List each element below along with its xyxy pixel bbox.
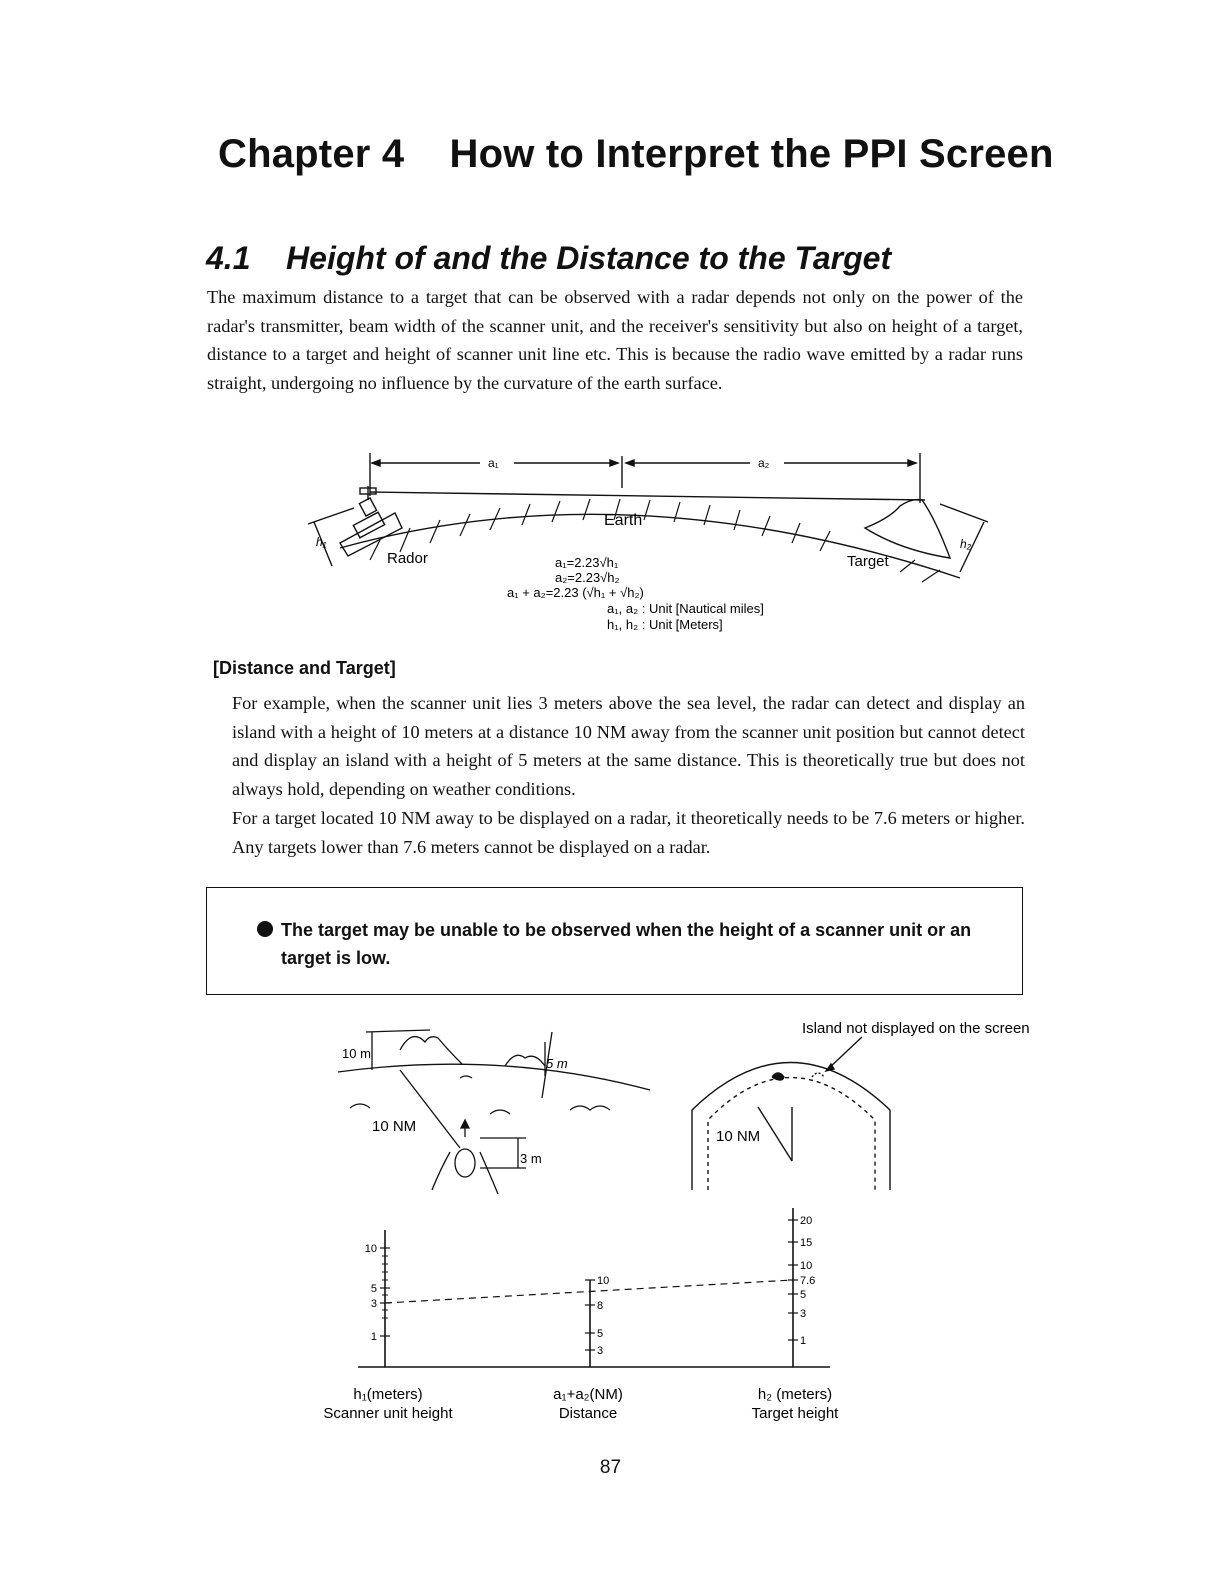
chapter-title: Chapter 4 How to Interpret the PPI Screen <box>218 132 1054 176</box>
radar-horizon-diagram <box>300 448 1000 648</box>
h1-tick-label: 1 <box>370 1331 377 1343</box>
h2-tick-label: 10 <box>800 1260 813 1272</box>
range-line-left <box>758 1107 792 1161</box>
target-label: Target <box>847 553 889 570</box>
h2-caption: h₂ (meters) <box>757 1386 833 1403</box>
bullet-icon <box>257 921 273 937</box>
distance-target-paragraph-1: For example, when the scanner unit lies 3 meters above the sea level, the radar can detect and display an island with a height of 10 meters at a distance 10 NM away from the scanner unit position but cannot detect and display an island with a height of 5 meters at the same distance. This is theoretically true but does not always hold, depending on weather conditions. <box>232 693 1025 800</box>
unit-a: a₁, a₂ : Unit [Nautical miles] <box>607 601 764 616</box>
h2-tick-label: 7.6 <box>800 1275 816 1287</box>
label-10nm-left: 10 NM <box>372 1118 417 1135</box>
intro-paragraph-text: The maximum distance to a target that can be observed with a radar depends not only on the power of the radar's transmitter, beam width of the scanner unit, and the receiver's sensitivity but also on height of a target, distance to a target and height of scanner unit line etc. This is because the radio wave emitted by a radar runs straight, undergoing no influence by the curvature of the earth surface. <box>207 287 1023 394</box>
own-ship-icon <box>455 1149 475 1177</box>
h2-tick-label: 3 <box>800 1308 807 1320</box>
label-10nm-right: 10 NM <box>716 1128 761 1145</box>
distance-ticks <box>585 1275 609 1357</box>
island-blip <box>772 1073 784 1080</box>
distance-caption: a₁+a₂(NM) <box>553 1386 623 1403</box>
ppi-screen-outer <box>692 1063 890 1191</box>
distance-caption-sub: Distance <box>558 1405 618 1422</box>
h1-tick-label: 5 <box>370 1283 377 1295</box>
ppi-screen-illustration <box>680 1015 1050 1195</box>
formula-sum: a₁ + a₂=2.23 (√h₁ + √h₂) <box>507 585 644 600</box>
island-scene-illustration <box>330 1020 660 1205</box>
label-5m: 5 m <box>546 1056 568 1071</box>
formula-a1: a₁=2.23√h₁ <box>555 555 619 570</box>
distance-target-paragraph-2: For a target located 10 NM away to be displayed on a radar, it theoretically needs to be 7.6 meters or higher. Any targets lower than 7.6 meters cannot be displayed on a radar. <box>232 807 1025 857</box>
h1-label: h₁ <box>316 535 327 549</box>
island-5m <box>505 1055 545 1066</box>
unit-h: h₁, h₂ : Unit [Meters] <box>607 617 723 632</box>
page-number: 87 <box>599 1457 622 1478</box>
distance-target-body <box>232 689 1025 861</box>
h1-caption-sub: Scanner unit height <box>323 1405 453 1422</box>
intro-paragraph <box>207 283 1023 398</box>
a2-label: a₂ <box>758 456 770 470</box>
label-3m: 3 m <box>520 1151 542 1166</box>
nomogram-reference-line <box>385 1280 793 1303</box>
line-of-sight <box>370 492 925 500</box>
h1-tick-label: 10 <box>364 1243 377 1255</box>
distance-tick-label: 5 <box>597 1328 604 1340</box>
h2-caption-sub: Target height <box>751 1405 839 1422</box>
horizon-line <box>338 1064 650 1090</box>
notice-box <box>206 887 1023 995</box>
h2-label: h₂ <box>960 537 972 551</box>
earth-label: Earth <box>604 512 643 529</box>
h1-tick-label: 3 <box>370 1298 377 1310</box>
h1-ticks <box>365 1243 390 1343</box>
label-10m: 10 m <box>342 1046 371 1061</box>
h2-tick-label: 20 <box>800 1215 813 1227</box>
h2-tick-label: 1 <box>800 1335 807 1347</box>
a1-label: a₁ <box>488 456 499 470</box>
formula-a2: a₂=2.23√h₂ <box>555 570 620 585</box>
target-mountain <box>865 500 950 558</box>
h2-tick-label: 5 <box>800 1289 807 1301</box>
distance-tick-label: 3 <box>597 1345 604 1357</box>
h2-ticks <box>788 1215 815 1347</box>
notice-text: The target may be unable to be observed when the height of a scanner unit or an target is low. <box>281 920 972 968</box>
island-10m <box>400 1037 462 1064</box>
radar-label: Rador <box>387 550 428 567</box>
distance-tick-label: 8 <box>597 1300 604 1312</box>
callout-arrow <box>828 1037 862 1069</box>
distance-tick-label: 10 <box>597 1275 610 1287</box>
range-line-10nm <box>400 1070 460 1148</box>
h2-tick-label: 15 <box>800 1237 813 1249</box>
distance-target-heading: [Distance and Target] <box>213 658 396 678</box>
nomogram-chart <box>300 1200 860 1435</box>
section-title: 4.1 Height of and the Distance to the Target <box>206 240 892 276</box>
island-caption: Island not displayed on the screen <box>802 1020 1030 1037</box>
h1-caption: h₁(meters) <box>353 1386 423 1403</box>
